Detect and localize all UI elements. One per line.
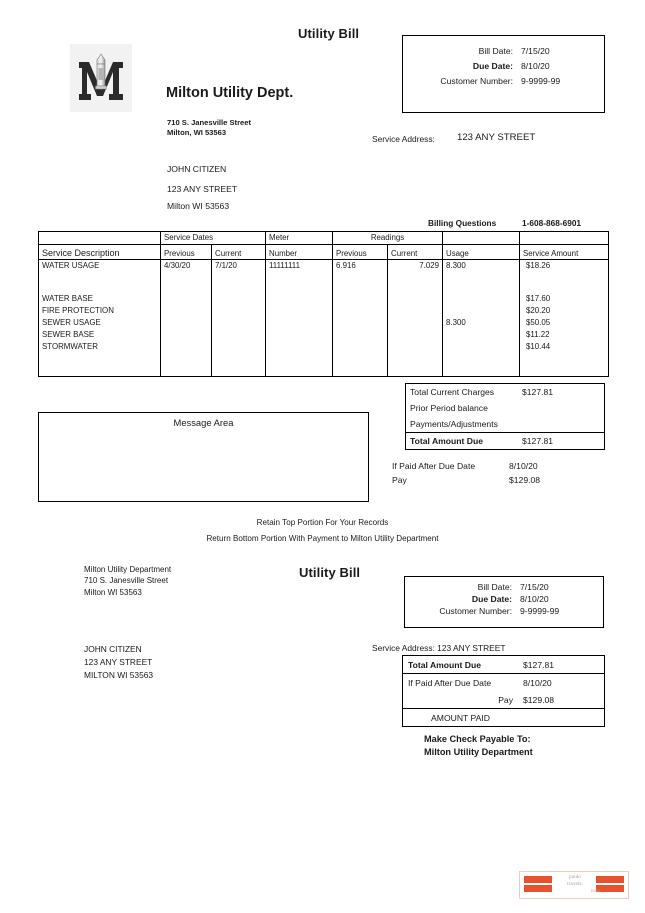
service-table-header-top-row (39, 232, 609, 245)
cell-date-current (212, 260, 266, 377)
stub-due-date-value: 8/10/20 (520, 594, 549, 604)
if-paid-after-value: 8/10/20 (509, 461, 538, 471)
stub-customer-address-line1: 123 ANY STREET (84, 657, 153, 667)
cell-service-amount (520, 260, 609, 377)
stub-customer-number-value: 9-9999-99 (520, 606, 560, 616)
customer-address-line2: Milton WI 53563 (167, 201, 230, 211)
stub-company-name: Milton Utility Department (84, 565, 172, 574)
make-check-payable-line1: Make Check Payable To: (424, 734, 531, 744)
prior-period-balance-row (406, 400, 605, 416)
stub-page-title: Utility Bill (299, 565, 361, 580)
stub-pay-row (403, 691, 605, 709)
totals-box (405, 383, 605, 450)
desc-2: WATER BASE (42, 294, 93, 303)
watermark-bar-bottom-right (596, 885, 624, 892)
desc-0: WATER USAGE (42, 261, 100, 270)
message-area-box (38, 412, 369, 502)
service-table-head (39, 232, 609, 260)
total-amount-due-label: Total Amount Due (406, 433, 519, 450)
watermark-bar-top-right (596, 876, 624, 883)
meter-0: 11111111 (269, 261, 301, 270)
stub-if-paid-after-label: If Paid After Due Date (403, 674, 519, 692)
stub-customer-address-line2: MILTON WI 53563 (84, 670, 154, 680)
company-address-line2: Milton, WI 53563 (167, 128, 227, 137)
bill-info-box (402, 35, 605, 113)
read-cur-0: 7.029 (419, 261, 439, 270)
customer-name: JOHN CITIZEN (167, 164, 227, 174)
header-dates-previous: Previous (161, 245, 212, 260)
payments-adjustments-value (518, 416, 605, 433)
total-current-charges-row (406, 384, 605, 401)
stub-if-paid-after-row (403, 674, 605, 692)
watermark-bar-top-left (524, 876, 552, 883)
if-paid-after-label: If Paid After Due Date (392, 461, 476, 471)
billing-questions-phone: 1-608-868-6901 (522, 218, 582, 228)
read-prev-0: 6.916 (336, 261, 356, 270)
date-cur-0: 7/1/20 (215, 261, 237, 270)
stub-customer-name: JOHN CITIZEN (84, 644, 142, 654)
service-address-label: Service Address: (372, 134, 435, 144)
cell-date-previous (161, 260, 212, 377)
bill-date-label: Bill Date: (478, 45, 513, 56)
desc-1 (42, 272, 160, 293)
header-readings-group: Readings (333, 232, 443, 245)
stub-bill-date-value: 7/15/20 (520, 582, 549, 592)
milton-m-monogram-icon (75, 50, 127, 106)
retain-instruction-line2: Return Bottom Portion With Payment to Milton Utility Department (206, 534, 439, 543)
amount-6: $10.44 (526, 342, 551, 351)
amount-0: $18.26 (526, 261, 551, 270)
amount-4: $50.05 (526, 318, 551, 327)
customer-address-line1: 123 ANY STREET (167, 184, 238, 194)
due-date-row (403, 58, 595, 73)
stub-bill-info-box (404, 576, 604, 628)
stub-amount-paid-value[interactable] (518, 709, 605, 727)
stub-amount-paid-label: AMOUNT PAID (403, 709, 519, 727)
stub-company-address-line1: 710 S. Janesville Street (84, 576, 169, 585)
desc-4: SEWER USAGE (42, 318, 101, 327)
payments-adjustments-label: Payments/Adjustments (410, 419, 498, 429)
header-service-description: Service Description (39, 245, 161, 260)
header-service-amount: Service Amount (520, 245, 609, 260)
stub-service-address: Service Address: 123 ANY STREET (372, 643, 506, 653)
stub-pay-value: $129.08 (523, 694, 555, 705)
message-area-body (39, 428, 368, 436)
cell-descriptions (39, 260, 161, 377)
desc-5: SEWER BASE (42, 330, 95, 339)
bill-date-value: 7/15/20 (521, 45, 550, 56)
stub-company-address-line2: Milton WI 53563 (84, 588, 142, 597)
cell-meter-number (266, 260, 333, 377)
usage-2 (446, 293, 519, 305)
due-date-label: Due Date: (472, 60, 513, 71)
paulo-travels-watermark (519, 871, 629, 899)
header-spacer-description (39, 232, 161, 245)
cell-usage (443, 260, 520, 377)
usage-3 (446, 305, 519, 317)
total-current-charges-label: Total Current Charges (410, 387, 495, 397)
service-address-value: 123 ANY STREET (457, 132, 536, 143)
date-prev-0: 4/30/20 (164, 261, 191, 270)
usage-1 (446, 272, 519, 293)
total-amount-due-value: $127.81 (518, 433, 605, 450)
header-readings-previous: Previous (333, 245, 388, 260)
due-date-value: 8/10/20 (521, 60, 550, 71)
pay-label: Pay (392, 475, 407, 485)
stub-if-paid-after-value: 8/10/20 (518, 674, 605, 692)
amount-2: $17.60 (526, 294, 551, 303)
payments-adjustments-row (406, 416, 605, 433)
amount-5: $11.22 (526, 330, 550, 339)
usage-4: 8.300 (446, 318, 466, 327)
total-amount-due-row (406, 433, 605, 450)
usage-0: 8.300 (446, 261, 466, 270)
stub-due-date-row (405, 593, 594, 605)
header-usage: Usage (443, 245, 520, 260)
company-logo (70, 44, 132, 112)
header-service-dates-group: Service Dates (161, 232, 266, 245)
amount-1 (526, 272, 608, 293)
stub-due-date-label: Due Date: (471, 594, 512, 604)
service-table-body (39, 260, 609, 377)
totals-table (405, 383, 605, 450)
watermark-text (550, 874, 600, 895)
stub-amounts-box (402, 655, 605, 727)
stub-total-amount-due-label: Total Amount Due (408, 659, 482, 670)
billing-questions-label: Billing Questions (428, 218, 497, 228)
stub-bill-info-table (405, 581, 594, 617)
total-current-charges-value: $127.81 (522, 387, 554, 397)
desc-6: STORMWATER (42, 342, 98, 351)
service-table-header-bottom-row (39, 245, 609, 260)
usage-5 (446, 329, 519, 341)
stub-bill-date-row (405, 581, 594, 593)
stub-bill-date-label: Bill Date: (477, 582, 512, 592)
header-spacer-amount (520, 232, 609, 245)
usage-6 (446, 341, 519, 353)
stub-total-amount-due-value: $127.81 (523, 659, 555, 670)
prior-period-balance-value (518, 400, 605, 416)
page-title: Utility Bill (298, 26, 360, 41)
watermark-line1: paulo (569, 874, 581, 880)
customer-number-label: Customer Number: (440, 75, 513, 86)
stub-pay-label: Pay (498, 694, 513, 705)
stub-total-amount-due-row (403, 656, 605, 674)
stub-amounts-table (402, 655, 605, 727)
pay-value: $129.08 (509, 475, 541, 485)
header-meter-line1: Meter (266, 232, 333, 245)
bill-date-row (403, 43, 595, 58)
stub-customer-number-label: Customer Number: (439, 606, 512, 616)
desc-3: FIRE PROTECTION (42, 306, 114, 315)
prior-period-balance-label: Prior Period balance (410, 403, 488, 413)
retain-instruction-line1: Retain Top Portion For Your Records (256, 518, 389, 527)
customer-number-row (403, 73, 595, 88)
customer-number-value: 9-9999-99 (521, 75, 561, 86)
watermark-bar-bottom-left (524, 885, 552, 892)
header-dates-current: Current (212, 245, 266, 260)
watermark-line2: travels. (567, 881, 583, 887)
company-name: Milton Utility Dept. (166, 85, 294, 101)
stub-amount-paid-row[interactable] (403, 709, 605, 727)
header-readings-current: Current (388, 245, 443, 260)
make-check-payable-line2: Milton Utility Department (424, 747, 533, 757)
amount-3: $20.20 (526, 306, 551, 315)
message-area-title: Message Area (173, 417, 234, 428)
stub-customer-number-row (405, 605, 594, 617)
header-spacer-usage (443, 232, 520, 245)
service-table-container (38, 231, 608, 377)
service-table-row (39, 260, 609, 377)
company-address-line1: 710 S. Janesville Street (167, 118, 252, 127)
header-meter-line2: Number (266, 245, 333, 260)
watermark-line3: com (590, 888, 600, 894)
service-table (38, 231, 609, 377)
cell-reading-current (388, 260, 443, 377)
cell-reading-previous (333, 260, 388, 377)
bill-info-table (403, 43, 595, 88)
